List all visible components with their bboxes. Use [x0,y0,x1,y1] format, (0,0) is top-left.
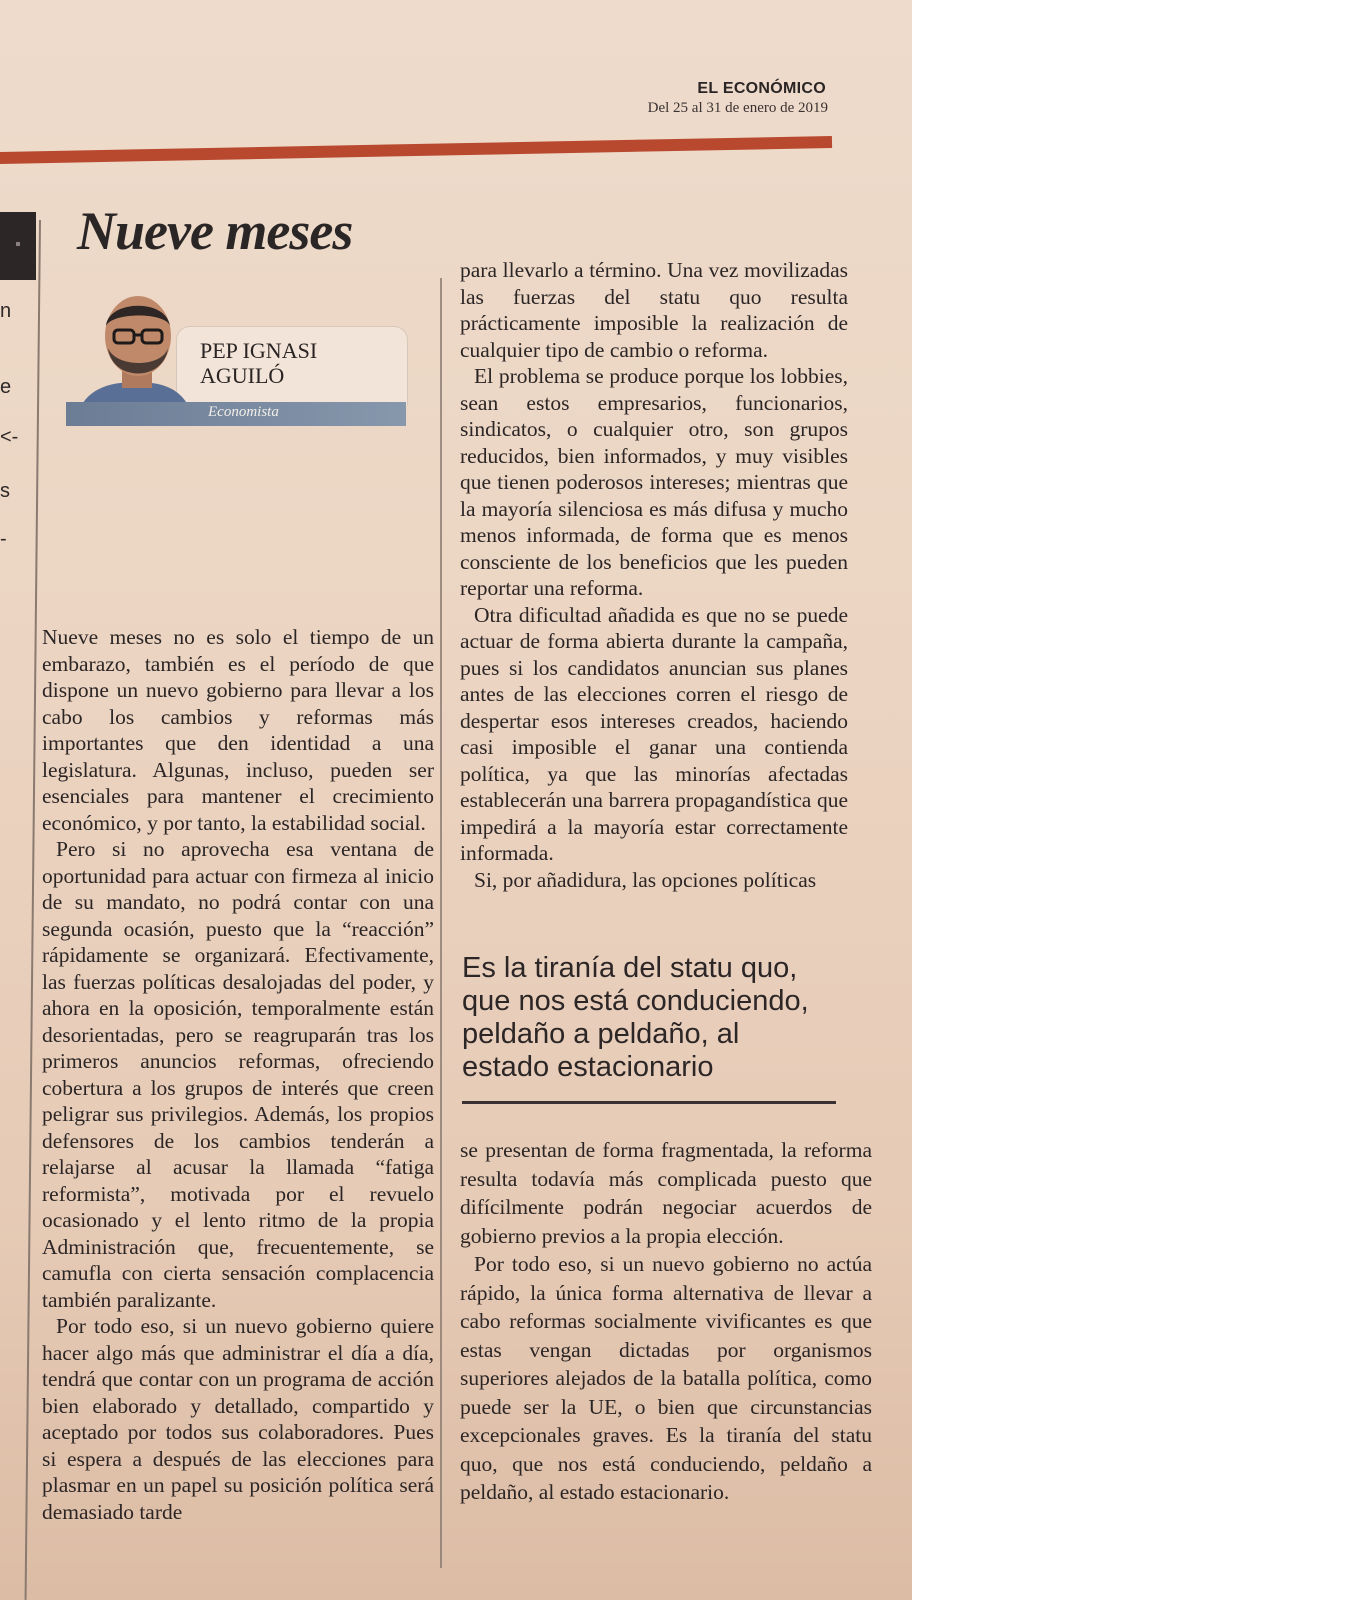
fragment-2: e [0,376,12,398]
adjacent-column-tab [0,212,36,280]
fragment-4: s [0,480,10,502]
article-column-2-top [460,257,848,893]
paragraph: Por todo eso, si un nuevo gobierno no actúa rápido, la única forma alternativa de llevar a cabo reformas socialmente vivificantes es que estas vengan dictadas por organismos superiores alejados de la batalla política, como puede ser la UE, o bien que circunstancias excepcionales graves. Es la tiranía del statu quo, que nos está conduciendo, peldaño a peldaño, al estado estacionario. [460,1252,872,1504]
issue-date: Del 25 al 31 de enero de 2019 [647,100,828,116]
paragraph: Pero si no aprovecha esa ventana de oportunidad para actuar con firmeza al inicio de su mandato, no podrá contar con una segunda ocasión, puesto que la “reacción” rápidamente se organizará. Efectivamente, las fuerzas políticas desalojadas del poder, y ahora en la oposición, temporalmente están desorientadas, pero se reagruparán tras los primeros anuncios reformas, ofreciendo cobertura a los grupos de interés que creen peligrar sus privilegios. Además, los propios defensores de los cambios tenderán a relajarse al acusar la llamada “fatiga reformista”, motivada por el revuelo ocasionado y el lento ritmo de la propia Administración que, frecuentemente, se camufla con cierta sensación complacencia también paralizante. [42,837,434,1312]
pull-quote: Es la tiranía del statu quo, que nos está conduciendo, peldaño a peldaño, al estado estacionario [462,952,809,1083]
paragraph: Nueve meses no es solo el tiempo de un embarazo, también es el período de que dispone un nuevo gobierno para llevar a los cabo los cambios y reformas más importantes que den identidad a una legislatura. Algunas, incluso, pueden ser esenciales para mantener el crecimiento económico, y por tanto, la estabilidad social. [42,625,434,835]
masthead-rule [0,136,832,164]
author-name [200,338,360,388]
paragraph: para llevarlo a término. Una vez movilizadas las fuerzas del statu quo resulta prácticamente imposible la realización de cualquier tipo de cambio o reforma. [460,258,848,362]
article-column-1 [42,624,434,1525]
fragment-3: <- [0,426,19,448]
article-column-2-bottom [460,1136,872,1507]
fragment-5: - [0,528,7,550]
publication-name: EL ECONÓMICO [697,80,826,97]
column-divider [440,278,442,1568]
author-role: Economista [208,404,279,420]
paragraph: Si, por añadidura, las opciones políticas [474,867,817,892]
paragraph: Por todo eso, si un nuevo gobierno quiere hacer algo más que administrar el día a día, tendrá que contar con un programa de acción bien elaborado y detallado, compartido y aceptado por todos sus colaboradores. Pues si espera a después de las elecciones para plasmar en un papel su posición política será demasiado tarde [42,1314,434,1524]
author-first-name: PEP IGNASI [200,338,318,363]
column-divider [25,220,41,1600]
adjacent-column-fragments [0,300,22,560]
paragraph: El problema se produce porque los lobbies, sean estos empresarios, funcionarios, sindicatos, o cualquier otro, son grupos reducidos, bien informados, y muy visibles que tienen poderosos intereses; mientras que la mayoría silenciosa es más difusa y mucho menos informada, de forma que es menos consciente de los beneficios que les pueden reportar una reforma. [460,364,848,600]
paragraph: se presentan de forma fragmentada, la reforma resulta todavía más complicada puesto que difícilmente podrán negociar acuerdos de gobierno previos a la propia elección. [460,1138,872,1248]
pull-quote-rule [462,1101,836,1104]
author-last-name: AGUILÓ [200,363,285,388]
article-title: Nueve meses [77,201,353,261]
paragraph: Otra dificultad añadida es que no se puede actuar de forma abierta durante la campaña, pues si los candidatos anuncian sus planes antes de las elecciones corren el riesgo de despertar esos intereses creados, haciendo casi imposible el ganar una contienda política, ya que las minorías afectadas establecerán una barrera propagandística que impedirá a la mayoría estar correctamente informada. [460,602,848,865]
author-byline [66,290,406,426]
fragment-1: n [0,300,12,322]
